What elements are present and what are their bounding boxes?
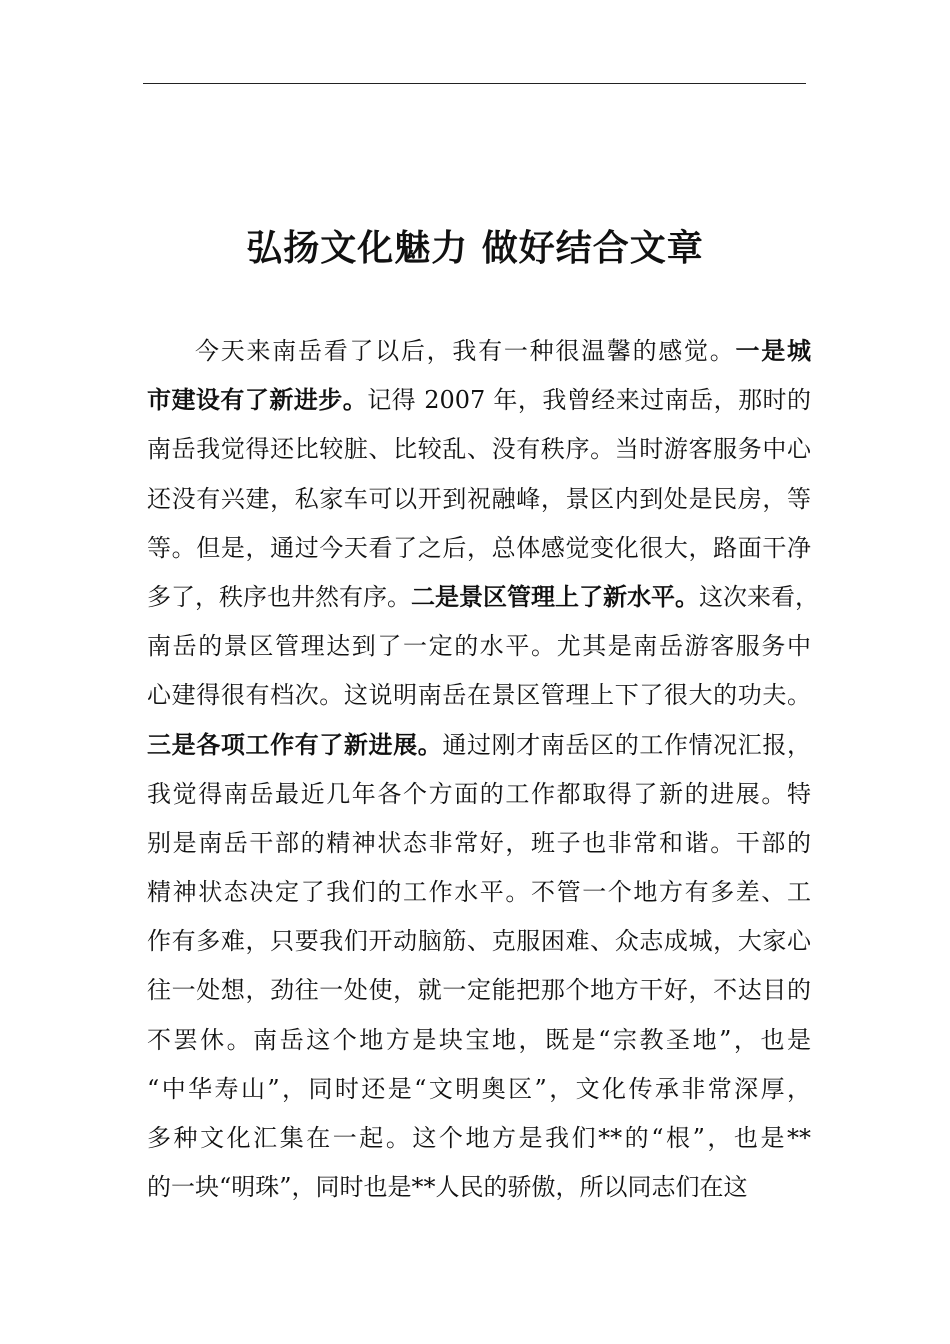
text-line: 市建设有了新进步。记得 2007 年，我曾经来过南岳，那时的 bbox=[147, 385, 811, 415]
text-line: 往一处想，劲往一处使，就一定能把那个地方干好，不达目的 bbox=[147, 976, 811, 1005]
text-line: 心建得很有档次。这说明南岳在景区管理上下了很大的功夫。 bbox=[147, 681, 811, 710]
text-line: 等。但是，通过今天看了之后，总体感觉变化很大，路面干净 bbox=[147, 533, 811, 562]
text-line: 别是南岳干部的精神状态非常好，班子也非常和谐。干部的 bbox=[147, 828, 811, 857]
document-title: 弘扬文化魅力 做好结合文章 bbox=[246, 227, 704, 269]
body-paragraph bbox=[147, 326, 819, 1211]
text-line: 多了，秩序也井然有序。二是景区管理上了新水平。这次来看， bbox=[147, 581, 819, 611]
emphasis-text: 一是城 bbox=[735, 336, 812, 365]
text-line: 三是各项工作有了新进展。通过刚才南岳区的工作情况汇报， bbox=[147, 729, 812, 759]
header-rule bbox=[143, 83, 806, 84]
emphasis-text: 三是各项工作有了新进展。 bbox=[147, 729, 443, 759]
text-line: 南岳的景区管理达到了一定的水平。尤其是南岳游客服务中 bbox=[147, 632, 811, 661]
emphasis-text: 二是景区管理上了新水平。 bbox=[411, 581, 699, 611]
text-line: 精神状态决定了我们的工作水平。不管一个地方有多差、工 bbox=[147, 878, 811, 907]
text-line: 作有多难，只要我们开动脑筋、克服困难、众志成城，大家心 bbox=[147, 927, 811, 956]
text-line: 多种文化汇集在一起。这个地方是我们**的“根”，也是** bbox=[147, 1124, 811, 1152]
emphasis-text: 市建设有了新进步。 bbox=[147, 385, 368, 415]
text-line: 不罢休。南岳这个地方是块宝地，既是“宗教圣地”，也是 bbox=[147, 1025, 811, 1054]
text-line: 今天来南岳看了以后，我有一种很温馨的感觉。一是城 bbox=[195, 336, 812, 365]
text-line: 我觉得南岳最近几年各个方面的工作都取得了新的进展。特 bbox=[147, 779, 811, 808]
text-line: “中华寿山”，同时还是“文明奥区”，文化传承非常深厚， bbox=[147, 1074, 811, 1103]
text-line: 的一块“明珠”，同时也是**人民的骄傲，所以同志们在这 bbox=[147, 1173, 748, 1202]
text-line: 南岳我觉得还比较脏、比较乱、没有秩序。当时游客服务中心 bbox=[147, 435, 811, 464]
text-line: 还没有兴建，私家车可以开到祝融峰，景区内到处是民房，等 bbox=[147, 484, 811, 513]
